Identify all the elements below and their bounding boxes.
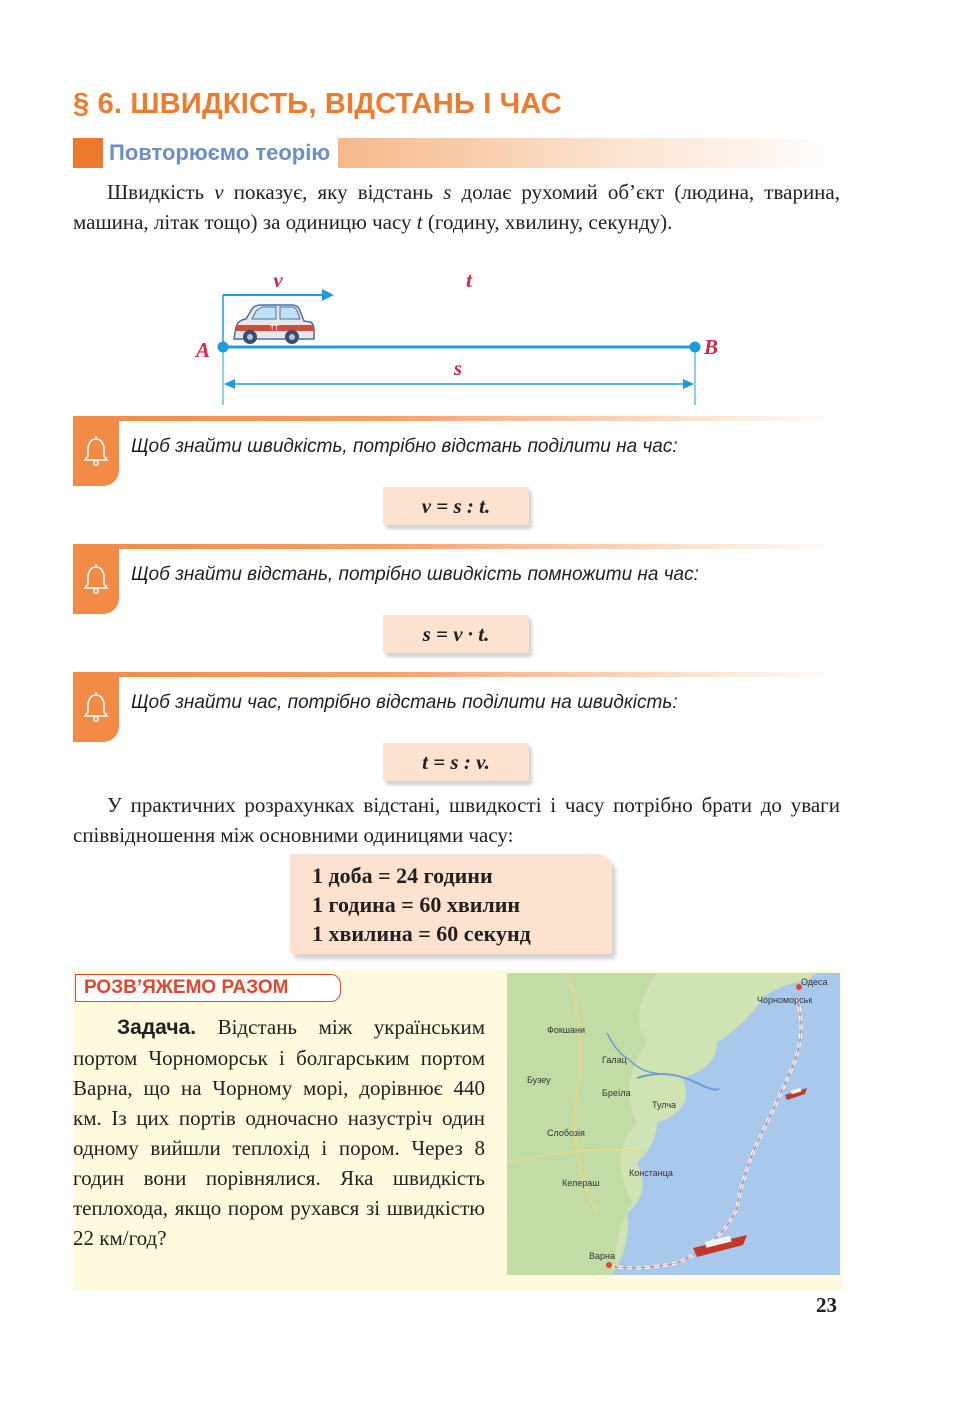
- map-label-chornomorsk: Чорноморськ: [757, 995, 813, 1005]
- page-title: § 6. ШВИДКІСТЬ, ВІДСТАНЬ І ЧАС: [73, 88, 562, 120]
- varna-marker: [606, 1262, 612, 1268]
- distance-arrow-right: [683, 379, 694, 389]
- section-marker: [73, 138, 103, 168]
- map-label-slobozia: Слобозія: [547, 1128, 585, 1138]
- rule-divider: [73, 544, 843, 549]
- map-label-tulcea: Тулча: [652, 1100, 677, 1110]
- bell-icon: [83, 436, 109, 466]
- intro-text-c: долає рухомий об’єкт (людина, тварина, машина, літак тощо) за одиницю часу: [73, 180, 840, 234]
- formula-time: t = s : v.: [383, 743, 529, 781]
- motion-diagram: [190, 265, 730, 410]
- rule-divider: [73, 416, 843, 421]
- map-label-calarasi: Келераш: [562, 1178, 600, 1188]
- unit-minute: 1 хвилина = 60 секунд: [312, 921, 531, 946]
- map-label-galati: Галац: [602, 1055, 627, 1065]
- intro-var-t: t: [416, 210, 423, 234]
- bell-icon: [83, 564, 109, 594]
- rule-text: Щоб знайти швидкість, потрібно відстань поділити на час:: [131, 436, 678, 457]
- map-label-odesa: Одеса: [801, 977, 828, 987]
- task-label: Задача.: [117, 1016, 197, 1039]
- map-label-varna: Варна: [589, 1251, 615, 1261]
- map-label-buzau: Бузеу: [527, 1075, 551, 1085]
- rule-marker: [73, 418, 119, 486]
- task-paragraph: [73, 1012, 485, 1253]
- map-label-focsani: Фокшани: [547, 1025, 586, 1035]
- car-text: TT: [270, 325, 279, 332]
- label-s: s: [453, 356, 463, 380]
- intro-text-a: Швидкість: [107, 180, 215, 204]
- bell-icon: [83, 692, 109, 722]
- section-label: Повторюємо теорію: [103, 138, 338, 168]
- rule-marker: [73, 674, 119, 742]
- label-b: B: [704, 335, 719, 359]
- map-label-constanta: Констанца: [629, 1168, 673, 1178]
- intro-var-v: v: [214, 180, 224, 204]
- intro-text-d: (годину, хвилину, секунду).: [422, 210, 673, 234]
- distance-arrow-left: [224, 379, 235, 389]
- rule-text: Щоб знайти час, потрібно відстань поділити на швидкість:: [131, 692, 678, 713]
- map-image: [507, 973, 840, 1275]
- intro-var-s: s: [443, 180, 452, 204]
- map-label-braila: Бреїла: [602, 1088, 631, 1098]
- label-a: A: [196, 338, 211, 362]
- label-v: v: [273, 268, 283, 292]
- solve-together-tag: РОЗВ’ЯЖЕМО РАЗОМ: [75, 974, 341, 1002]
- label-t: t: [466, 268, 472, 292]
- intro-paragraph: [73, 177, 840, 237]
- unit-day: 1 доба = 24 години: [312, 863, 493, 888]
- rule-marker: [73, 546, 119, 614]
- velocity-arrowhead: [322, 289, 334, 301]
- practice-paragraph: [73, 790, 840, 850]
- unit-hour: 1 година = 60 хвилин: [312, 892, 521, 917]
- practice-text: У практичних розрахунках відстані, швидкості і часу потрібно брати до уваги співвідношення між основними одиницями часу:: [73, 793, 840, 847]
- intro-text-b: показує, яку відстань: [223, 180, 444, 204]
- task-text: Відстань між українським портом Чорноморськ і болгарським портом Варна, що на Чорному морі, дорівнює 440 км. Із цих портів одночасно назустріч один одному вийшли теплохід і пором. Через 8 годин вони порівнялися. Яка швидкість теплохода, якщо пором рухався зі швидкістю 22 км/год?: [73, 1015, 485, 1250]
- car-icon: [234, 305, 314, 344]
- formula-speed: v = s : t.: [383, 487, 529, 525]
- rule-text: Щоб знайти відстань, потрібно швидкість помножити на час:: [131, 564, 699, 585]
- time-units-box: [290, 854, 612, 954]
- formula-distance: s = v · t.: [383, 615, 529, 653]
- page-number: 23: [816, 1293, 837, 1317]
- rule-divider: [73, 672, 843, 677]
